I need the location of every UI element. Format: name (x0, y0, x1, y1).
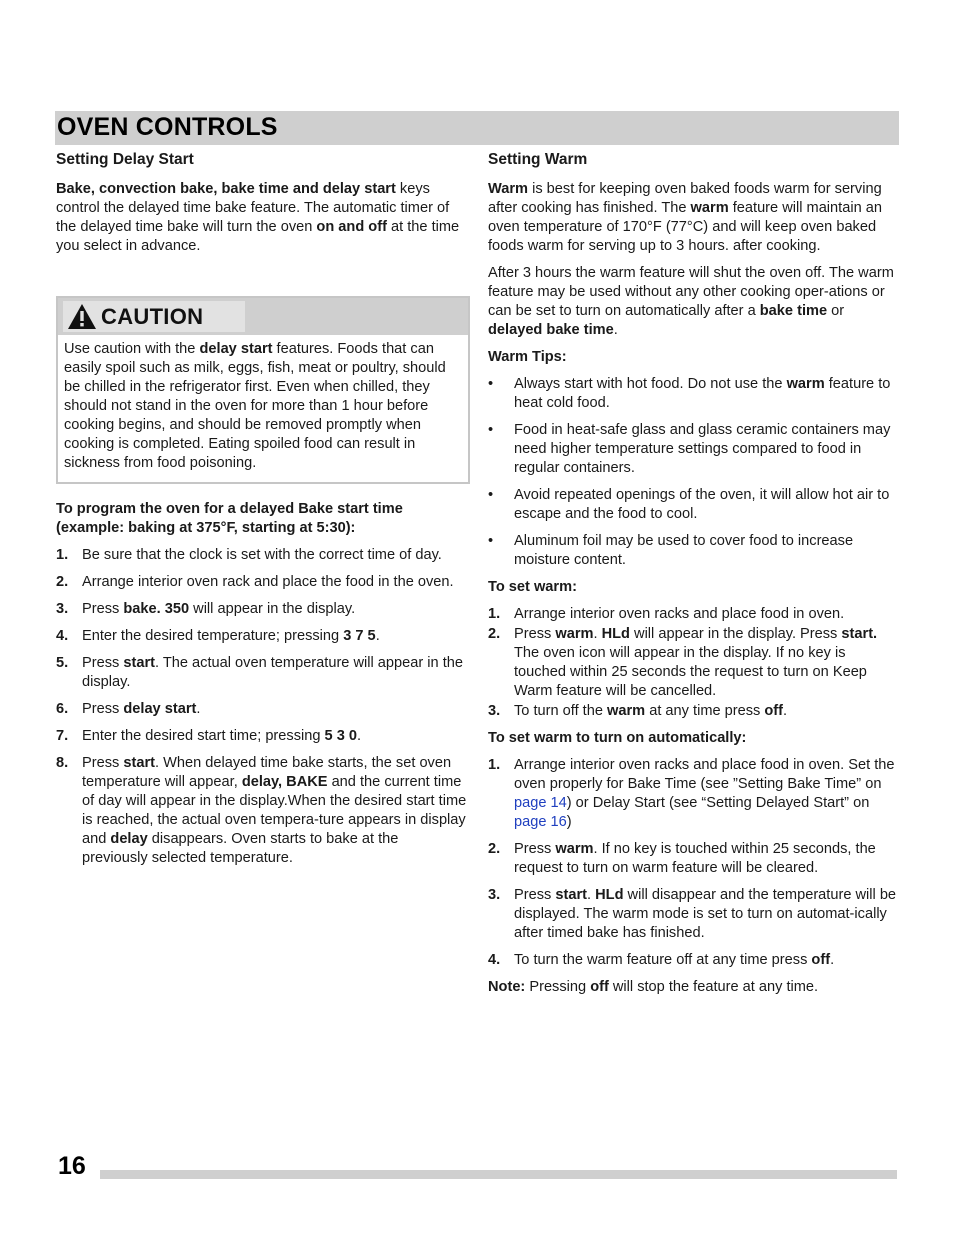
step-number: 1. (56, 547, 69, 563)
page-title: OVEN CONTROLS (57, 113, 278, 141)
set-warm-heading: To set warm: (488, 579, 577, 595)
page-number: 16 (58, 1152, 86, 1180)
step-number: 3. (488, 703, 501, 719)
item-text (514, 376, 890, 411)
text-run: Food in heat-safe glass and glass ceramic containers may need higher temperature settings compared to food in regular containers. (514, 422, 891, 476)
bullet-marker: • (488, 487, 494, 503)
item-text (514, 533, 853, 568)
step-item (56, 627, 468, 646)
text-run: will disappear and the temperature will be displayed. The warm mode is set to turn on automat-ically after timed bake has finished. (514, 887, 897, 941)
bullet-item (488, 532, 900, 570)
warm-heading: Setting Warm (488, 151, 588, 168)
text-run: Press (514, 626, 556, 642)
item-text (514, 606, 844, 622)
bold-text: Bake, convection bake, bake time and delay start (56, 181, 396, 197)
text-run: . (613, 322, 618, 338)
item-text (514, 757, 894, 830)
text-run: To turn the warm feature off at any time press (514, 952, 812, 968)
text-run: Press (82, 701, 124, 717)
text-run: will appear in the display. (189, 601, 356, 617)
step-item (56, 600, 468, 619)
bullet-item (488, 486, 900, 524)
bold-text: delay start (199, 341, 273, 357)
item-text (514, 626, 877, 699)
bold-text: bake. 350 (123, 601, 190, 617)
text-run: To turn off the (514, 703, 608, 719)
delay-start-heading: Setting Delay Start (56, 151, 194, 168)
item-text (82, 755, 466, 866)
text-run: Enter the desired start time; pressing (82, 728, 325, 744)
item-text (82, 547, 442, 563)
text-run: . (783, 703, 788, 719)
auto-warm-heading: To set warm to turn on automatically: (488, 730, 747, 746)
text-run: is best for keeping oven baked foods warm for serving after cooking has finished. The (488, 181, 882, 216)
text-run: Avoid repeated openings of the oven, it will allow hot air to escape and the food to cool. (514, 487, 890, 522)
step-number: 6. (56, 701, 69, 717)
text-run: ) (566, 814, 572, 830)
step-item (488, 840, 900, 878)
text-run: disappears. Oven starts to bake at the previously selected temperature. (82, 831, 399, 866)
text-run: The oven icon will appear in the display. If no key is touched within 25 seconds the request to turn on Keep Warm feature will be cancelled. (514, 645, 867, 699)
text-run: . (196, 701, 201, 717)
item-text (514, 841, 876, 876)
step-number: 5. (56, 655, 69, 671)
step-item (56, 573, 468, 592)
footer-bar (100, 1170, 897, 1179)
text-run: Always start with hot food. Do not use the (514, 376, 787, 392)
warm-paragraph-2 (488, 264, 900, 340)
step-item (56, 754, 468, 868)
text-run: Arrange interior oven rack and place the food in the oven. (82, 574, 454, 590)
text-run: ) or Delay Start (see “Setting Delayed Start” on (566, 795, 870, 811)
bold-text: bake time (759, 303, 828, 319)
caution-box (56, 296, 470, 484)
item-text (82, 574, 454, 590)
item-text (514, 887, 896, 941)
text-run: . The actual oven temperature will appear in the display. (82, 655, 464, 690)
step-number: 4. (488, 952, 501, 968)
step-item (56, 546, 468, 565)
text-run: Press (82, 755, 124, 771)
text-run: . (587, 887, 596, 903)
text-run: at any time press (645, 703, 765, 719)
text-run: keys control the delayed time bake feature. The automatic timer of the delayed time bake will turn the oven (56, 181, 450, 235)
text-run: Press (514, 887, 556, 903)
bold-text: off (590, 979, 609, 995)
page-link[interactable]: page 16 (514, 814, 567, 830)
text-run: feature to heat cold food. (514, 376, 891, 411)
bold-text: delay start (123, 701, 197, 717)
auto-warm-steps (488, 756, 900, 970)
bold-text: warm (786, 376, 825, 392)
text-run: . (593, 626, 602, 642)
bullet-marker: • (488, 376, 494, 392)
warm-tips-heading: Warm Tips: (488, 349, 567, 365)
bold-text: start (123, 755, 155, 771)
item-text (82, 655, 463, 690)
step-number: 2. (56, 574, 69, 590)
text-run: Be sure that the clock is set with the correct time of day. (82, 547, 442, 563)
text-run: Arrange interior oven racks and place food in oven. (514, 606, 845, 622)
caution-label: CAUTION (101, 304, 204, 329)
item-text (514, 422, 890, 476)
bold-text: warm (555, 841, 594, 857)
item-text (82, 628, 380, 644)
step-number: 3. (56, 601, 69, 617)
step-number: 2. (488, 841, 501, 857)
step-item (488, 605, 900, 624)
item-text (82, 728, 361, 744)
item-text (82, 701, 200, 717)
warm-paragraph-1 (488, 180, 900, 256)
text-run: After 3 hours the warm feature will shut the oven off. The warm feature may be used without any other cooking oper-ations or can be set to turn on automatically after a (488, 265, 894, 319)
set-warm-steps (488, 605, 900, 721)
text-run: will stop the feature at any time. (608, 979, 819, 995)
item-text (514, 487, 889, 522)
bold-text: HLd (601, 626, 630, 642)
bullet-marker: • (488, 422, 494, 438)
bold-text: Note: (488, 979, 526, 995)
step-item (488, 625, 900, 701)
left-column (56, 150, 468, 876)
delay-start-intro (56, 180, 468, 256)
bold-text: HLd (595, 887, 624, 903)
step-number: 7. (56, 728, 69, 744)
item-text (514, 952, 834, 968)
step-number: 3. (488, 887, 501, 903)
bullet-item (488, 375, 900, 413)
bold-text: start (555, 887, 587, 903)
step-item (488, 886, 900, 943)
step-item (488, 756, 900, 832)
bold-text: warm (555, 626, 594, 642)
bold-text: delay (110, 831, 148, 847)
warning-triangle-icon (67, 303, 97, 330)
text-run: . When delayed time bake starts, the set oven temperature will appear, (82, 755, 452, 790)
text-run: . (375, 628, 380, 644)
text-run: and the current time of day will appear in the display.When the desired start time is reached, the actual oven tempera-ture appears in display and (82, 774, 467, 847)
step-item (56, 727, 468, 746)
warm-tips-list (488, 375, 900, 570)
delay-start-steps (56, 546, 468, 868)
step-item (488, 951, 900, 970)
step-number: 8. (56, 755, 69, 771)
bold-text: off (811, 952, 831, 968)
bold-text: delay, BAKE (241, 774, 328, 790)
text-run: Press (82, 655, 124, 671)
bold-text: 3 7 5 (343, 628, 376, 644)
bold-text: 5 3 0 (324, 728, 357, 744)
bold-text: start (123, 655, 155, 671)
text-run: Enter the desired temperature; pressing (82, 628, 344, 644)
bullet-item (488, 421, 900, 478)
step-item (56, 654, 468, 692)
text-run: features. Foods that can easily spoil such as milk, eggs, fish, meat or poultry, should be chilled in the refrigerator first. Even when chilled, they should not stand in the oven for more than 1 hour before cooking begins, and should be removed promptly when cooking is completed. Eating spoiled food can result in sickness from food poisoning. (64, 341, 446, 471)
text-run: Use caution with the (64, 341, 200, 357)
text-run: at the time you select in advance. (56, 219, 460, 254)
page-link[interactable]: page 14 (514, 795, 567, 811)
text-run: Press (514, 841, 556, 857)
text-run: . If no key is touched within 25 seconds, the request to turn on warm feature will be cleared. (514, 841, 876, 876)
bold-text: Warm (488, 181, 529, 197)
bold-text: on and off (316, 219, 387, 235)
text-run: Pressing (525, 979, 591, 995)
right-column (488, 150, 900, 1005)
item-text (82, 601, 355, 617)
step-number: 1. (488, 606, 501, 622)
text-run: Arrange interior oven racks and place food in oven. Set the oven properly for Bake Time (see ”Setting Bake Time” on (514, 757, 895, 792)
bold-text: warm (607, 703, 646, 719)
step-number: 2. (488, 626, 501, 642)
text-run: . (357, 728, 362, 744)
bold-text: off (764, 703, 784, 719)
text-run: Press (82, 601, 124, 617)
bold-text: start. (841, 626, 878, 642)
text-run: Aluminum foil may be used to cover food to increase moisture content. (514, 533, 854, 568)
caution-header (58, 298, 468, 335)
caution-text (58, 335, 468, 482)
item-text (514, 703, 787, 719)
bullet-marker: • (488, 533, 494, 549)
bold-text: warm (690, 200, 729, 216)
text-run: will appear in the display. Press (629, 626, 842, 642)
text-run: or (827, 303, 845, 319)
step-item (56, 700, 468, 719)
text-run: feature will maintain an oven temperature of 170°F (77°C) and will keep oven baked foods warm for serving up to 3 hours. after cooking. (488, 200, 882, 254)
section-header-bar (55, 111, 899, 145)
step-number: 4. (56, 628, 69, 644)
step-item (488, 702, 900, 721)
warm-note (488, 978, 900, 997)
bold-text: delayed bake time (488, 322, 614, 338)
step-number: 1. (488, 757, 501, 773)
text-run: . (830, 952, 835, 968)
caution-tab (63, 301, 245, 332)
program-delay-heading: To program the oven for a delayed Bake start time (example: baking at 375°F, starting at 5:30): (56, 501, 403, 536)
